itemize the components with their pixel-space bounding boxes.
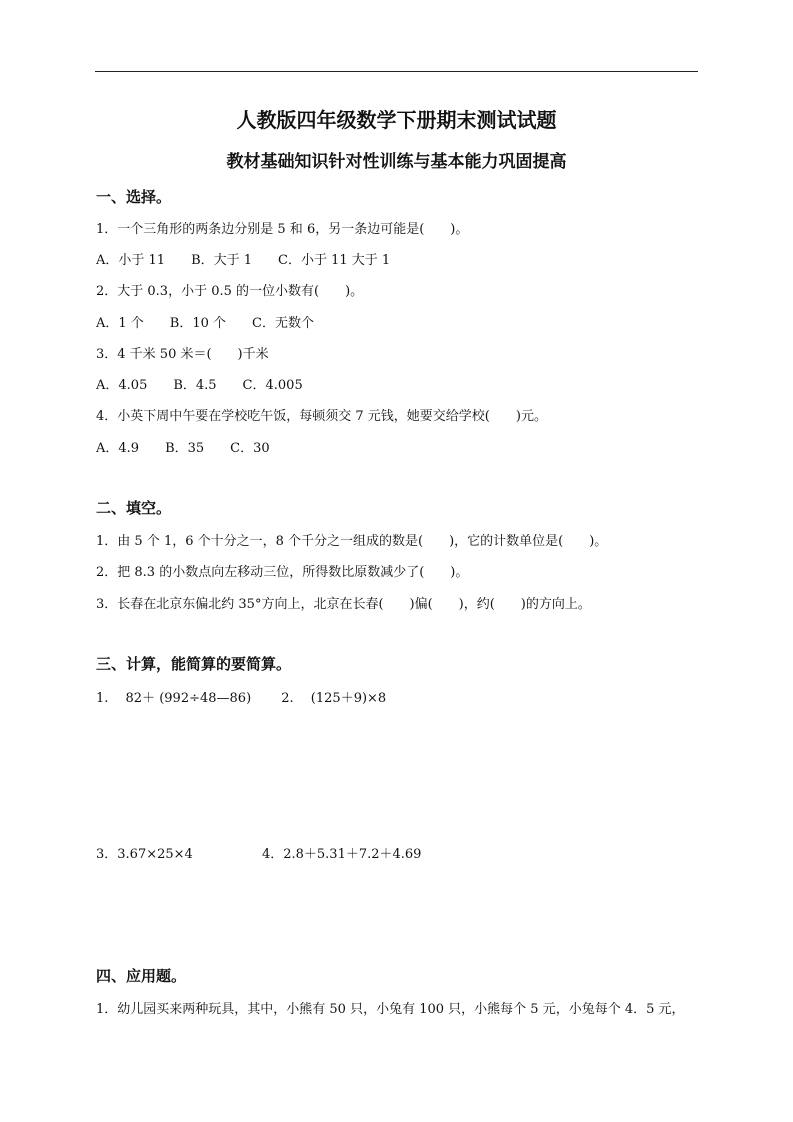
option-line: A．4.9 B．35 C．30 xyxy=(96,441,270,456)
question-line: 2．把 8.3 的小数点向左移动三位，所得数比原数减少了( )。 xyxy=(96,565,469,580)
question-line: 1．一个三角形的两条边分别是 5 和 6，另一条边可能是( )。 xyxy=(96,222,469,237)
page-title: 人教版四年级数学下册期末测试试题 xyxy=(236,108,557,132)
question-line: 4．小英下周中午要在学校吃午饭，每顿须交 7 元钱，她要交给学校( )元。 xyxy=(96,409,547,424)
section-heading-calc: 三、计算，能简算的要简算。 xyxy=(96,655,292,673)
section-heading-fill: 二、填空。 xyxy=(96,499,172,517)
question-line: 1．由 5 个 1，6 个十分之一，8 个千分之一组成的数是( )，它的计数单位是( )。 xyxy=(96,534,608,549)
calc-line: 3．3.67×25×4 4．2.8＋5.31＋7.2＋4.69 xyxy=(96,847,422,862)
option-line: A．小于 11 B．大于 1 C．小于 11 大于 1 xyxy=(96,253,391,268)
section-heading-choice: 一、选择。 xyxy=(96,188,172,206)
page-subtitle: 教材基础知识针对性训练与基本能力巩固提高 xyxy=(226,152,567,172)
header-rule xyxy=(95,71,698,72)
question-line: 2．大于 0.3，小于 0.5 的一位小数有( )。 xyxy=(96,284,364,299)
question-line: 3．长春在北京东偏北约 35°方向上，北京在长春( )偏( )，约( )的方向上。 xyxy=(96,597,591,612)
calc-line: 1. 82＋ (992÷48—86) 2. (125＋9)×8 xyxy=(96,691,387,706)
option-line: A．1 个 B．10 个 C．无数个 xyxy=(96,316,314,331)
section-heading-application: 四、应用题。 xyxy=(96,967,187,985)
question-line: 1．幼儿园买来两种玩具，其中，小熊有 50 只，小兔有 100 只，小熊每个 5 元，小兔每个 4．5 元， xyxy=(96,1002,685,1017)
option-line: A．4.05 B．4.5 C．4.005 xyxy=(96,378,303,393)
question-line: 3．4 千米 50 米＝( )千米 xyxy=(96,347,269,362)
